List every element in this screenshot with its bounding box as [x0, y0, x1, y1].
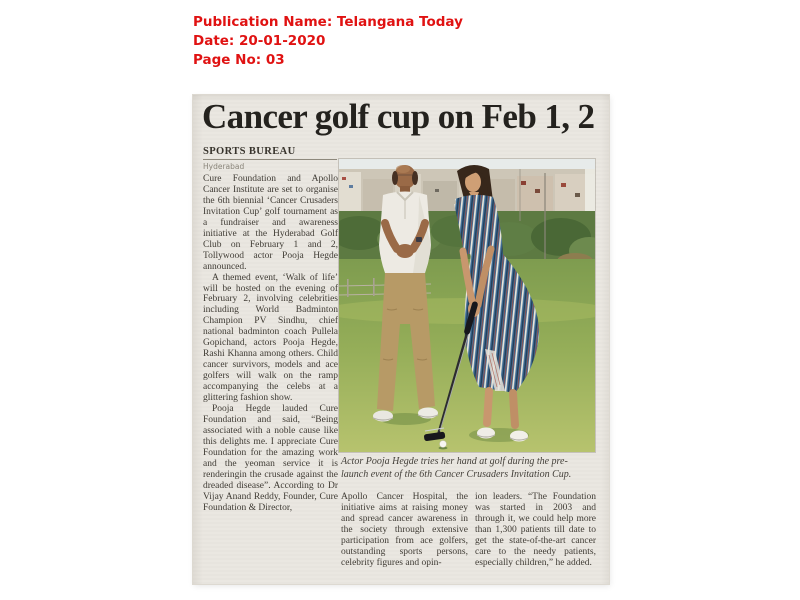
paragraph-3: Pooja Hegde lauded Cure Foundation and said, “Being associated with a noble cause like this delights me. I appreciate Cure Foundation for the amazing work and the yeoman service it is renderingin the crusade against the dreaded disease”. According to Dr Vijay Anand Reddy, Founder, Cure Foundation & Director, — [203, 404, 338, 513]
paragraph-4: Apollo Cancer Hospital, the initiative aims at raising money and spread cancer awareness in the society through extensive participation from ace golfers, outstanding sports persons, celebrity figures and opin- — [341, 492, 468, 568]
byline: SPORTS BUREAU — [203, 146, 337, 160]
page-number-line: Page No: 03 — [193, 52, 285, 68]
dateline: Hyderabad — [203, 162, 245, 171]
golf-ball — [440, 441, 447, 448]
article-column-1 — [203, 174, 338, 576]
newspaper-clipping — [193, 95, 609, 584]
photo-caption: Actor Pooja Hegde tries her hand at golf during the pre-launch event of the 6th Cancer Crusaders Invitation Cup. — [341, 456, 572, 480]
article-headline: Cancer golf cup on Feb 1, 2 — [202, 97, 595, 136]
date-line: Date: 20-01-2020 — [193, 33, 326, 49]
publication-name-line: Publication Name: Telangana Today — [193, 14, 463, 30]
paragraph-2: A themed event, ‘Walk of life’ will be hosted on the evening of February 2, involving celebrities including World Badminton Champion PV Sindhu, chief national badminton coach Pullela Gopichand, actors Pooja Hegde, Rashi Khanna among others. Child cancer survivors, models and ace golfers will walk on the ramp accompanying the celebs at a glittering fashion show. — [203, 272, 338, 404]
scan-annotation-header — [193, 13, 673, 70]
golf-photo-illustration — [339, 159, 595, 452]
article-column-3 — [475, 492, 596, 569]
paragraph-1: Cure Foundation and Apollo Cancer Institute are set to organise the 6th biennial ‘Cancer Crusaders Invitation Cup’ golf tournament as a fundraiser and awareness initiative at the Hyderabad Golf Club on February 1 and 2, Tollywood actor Pooja Hegde announced. — [203, 174, 338, 272]
golf-photo — [339, 159, 595, 452]
paragraph-5: ion leaders. “The Foundation was started in 2003 and through it, we could help more than 1,300 patients till date to get the state-of-the-art cancer care to the needy patients, especially children,” he added. — [475, 492, 596, 568]
article-column-2 — [341, 492, 468, 569]
